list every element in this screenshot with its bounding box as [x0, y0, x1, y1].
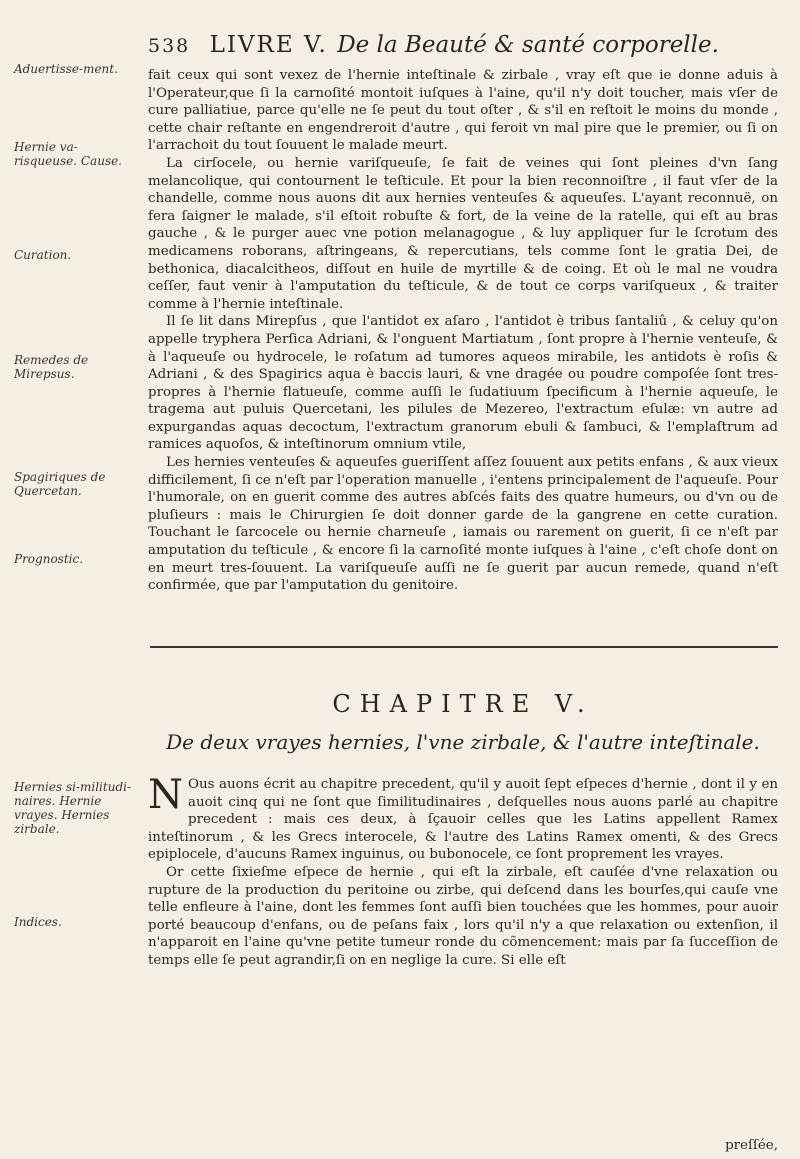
chapter-heading: CHAPITRE V.	[332, 690, 594, 718]
margin-note-hernie-varisqueuse: Hernie va-risqueuse. Cause.	[14, 140, 122, 168]
chapter-paragraph: Or cette ſixieſme eſpece de hernie , qui eſt la zirbale, eſt cauſée d'vne relaxation ou rupture de la production du peritoine ou zirbe, qui deſcend dans les bourſes,qui cauſe vne telle enfleure à l'aine, dont les femmes ſont auſſi bien touchées que les hommes, pour auoir porté beaucoup d'enfans, ou de peſans faix , lors qu'il n'y a que relaxation ou extenſion, il n'apparoit en l'aine qu'vne petite tumeur ronde du cõmencement: mais par ſa ſucceſſion de temps elle ſe peut agrandir,ſi on en neglige la cure. Si elle eſt	[148, 864, 778, 968]
body-paragraph: La cirſocele, ou hernie variſqueuſe, ſe fait de veines qui ſont pleines d'vn ſang melancolique, qui contournent le teſticule. Et pour la bien reconnoiſtre , il faut vſer de la chandelle, comme nous auons dit aux hernies venteuſes & aqueuſes. L'ayant reconnuë, on fera ſaigner le malade, s'il eſtoit robuſte & fort, de la veine de la ratelle, qui eſt au bras gauche , & le purger auec vne potion melanagogue , & luy appliquer ſur le ſcrotum des medicamens roborans, aſtringeans, & repercutians, tels comme ſont le gratia Dei, de bethonica, diacalcitheos, diſſout en huile de myrtille & de coing. Et où le mal ne voudra ceſſer, faut venir à l'amputation du teſticule, & de tout ce corps variſqueux , & traiter comme à l'hernie inteſtinale.	[148, 155, 778, 312]
main-text	[148, 67, 778, 595]
body-paragraph: Il ſe lit dans Mirepſus , que l'antidot ex aſaro , l'antidot è tribus ſantaliû , & celuy qu'on appelle tryphera Perſica Adriani, & l'onguent Martiatum , ſont propre à l'hernie venteuſe, & à l'aqueuſe ou hydrocele, le roſatum ad tumores aqueos mirabile, les antidots è roſis & Adriani , & des Spagirics aqua è baccis lauri, & vne dragée ou poudre compoſée ſont tres-propres à l'hernie flatueuſe, comme auſſi le ſudatiuum ſpecificum à l'hernie aqueuſe, le tragema aut puluis Quercetani, les pilules de Mezereo, l'extractum eſulæ: vn autre ad expurgandas aquas decoctum, l'extractum granorum ebuli & ſambuci, & l'emplaſtrum ad ramices aquoſos, & inteſtinorum omnium vtile,	[148, 314, 778, 453]
body-paragraph: fait ceux qui sont vexez de l'hernie inteſtinale & zirbale , vray eſt que ie donne aduis à l'Operateur,que ſi la carnoſité montoit iuſques à l'aine, qu'il n'y doit toucher, mais vſer de cure palliatiue, parce qu'elle ne ſe peut du tout oſter , & s'il en reſtoit le moins du monde , cette chair reſtante en engendreroit d'autre , qui feroit vn mal pire que le premier, ou ſi on l'arrachoit du tout ſouuent le malade meurt.	[148, 68, 778, 154]
running-head	[148, 32, 778, 66]
running-title: De la Beauté & santé corporelle.	[337, 32, 719, 58]
drop-cap: N	[148, 772, 183, 818]
catchword: preſſée,	[725, 1138, 778, 1153]
chapter-subtitle: De deux vrayes hernies, l'vne zirbale, & l'autre inteſtinale.	[166, 730, 760, 754]
page-number: 538	[148, 35, 191, 57]
chapter-paragraph-text: Ous auons écrit au chapitre precedent, qu'il y auoit ſept eſpeces d'hernie , dont il y en auoit cinq qui ne ſont que ſimilitudinaires , deſquelles nous auons parlé au chapitre precedent : mais ces deux, à ſçauoir celles que les Latins appellent Ramex inteſtinorum , & les Grecs interocele, & l'autre des Latins Ramex omenti, & des Grecs epiplocele, d'aucuns Ramex inguinus, ou bubonocele, ce ſont proprement les vrayes.	[148, 777, 778, 863]
chapter-paragraph	[148, 772, 778, 864]
margin-note-spagiriques: Spagiriques de Quercetan.	[14, 470, 106, 498]
section-divider	[150, 646, 778, 648]
margin-note-indices: Indices.	[14, 915, 62, 929]
chapter-text	[148, 772, 778, 970]
margin-note-prognostic: Prognostic.	[14, 552, 84, 566]
margin-note-advertissement: Aduertisse-ment.	[14, 62, 118, 76]
margin-note-hernies-similitudinaires: Hernies si-militudi-naires. Hernie vrayes. Hernies zirbale.	[14, 780, 132, 836]
margin-note-remedes: Remedes de Mirepsus.	[14, 353, 89, 381]
book-number: LIVRE V.	[209, 32, 328, 58]
body-paragraph: Les hernies venteuſes & aqueuſes gueriſſent aſſez ſouuent aux petits enfans , & aux vieux difficilement, ſi ce n'eſt par l'operation manuelle , i'entens principalement de l'aqueuſe. Pour l'humorale, on en guerit comme des autres abſcés faits des quatre humeurs, ou d'vn ou de pluſieurs : mais le Chirurgien ſe doit donner garde de la gangrene en cette curation. Touchant le ſarcocele ou hernie charneuſe , iamais ou rarement on guerit, ſi ce n'eſt par amputation du teſticule , & encore ſi la carnoſité monte iuſques à l'aine , c'eſt choſe dont on en meurt tres-ſouuent. La variſqueuſe auſſi ne ſe guerit par aucun remede, quand n'eſt confirmée, que par l'amputation du genitoire.	[148, 455, 778, 594]
margin-note-curation: Curation.	[14, 248, 72, 262]
